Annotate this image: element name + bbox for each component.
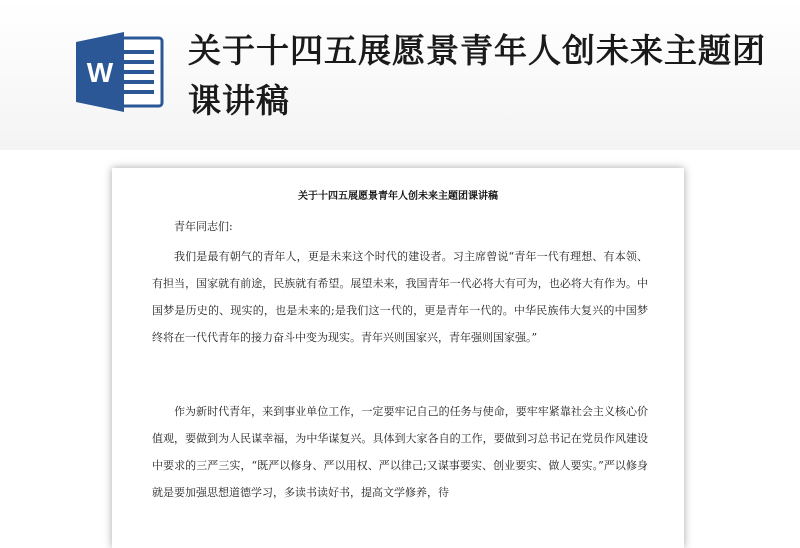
svg-text:W: W <box>86 57 114 88</box>
preview-header <box>0 0 800 150</box>
greeting-paragraph: 青年同志们: <box>174 220 233 233</box>
word-document-icon <box>74 32 166 112</box>
document-page <box>112 168 684 548</box>
body-paragraph: 我们是最有朝气的青年人，更是未来这个时代的建设者。习主席曾说“青年一代有理想、有本领、有担当，国家就有前途，民族就有希望。展望未来，我国青年一代必将大有可为，也必将大有作为。中国梦是历史的、现实的，也是未来的;是我们这一代的，更是青年一代的。中华民族伟大复兴的中国梦终将在一代代青年的接力奋斗中变为现实。青年兴则国家兴，青年强则国家强。” <box>152 250 648 344</box>
page-title: 关于十四五展愿景青年人创未来主题团课讲稿 <box>188 31 766 120</box>
body-paragraph: 作为新时代青年，来到事业单位工作，一定要牢记自己的任务与使命，要牢牢紧靠社会主义核心价值观，要做到为人民谋幸福，为中华谋复兴。具体到大家各自的工作，要做到习总书记在党员作风建设中要求的三严三实，“既严以修身、严以用权、严以律己;又谋事要实、创业要实、做人要实。”严以修身就是要加强思想道德学习，多读书读好书，提高文学修养，待 <box>152 405 648 499</box>
document-title: 关于十四五展愿景青年人创未来主题团课讲稿 <box>298 191 498 202</box>
